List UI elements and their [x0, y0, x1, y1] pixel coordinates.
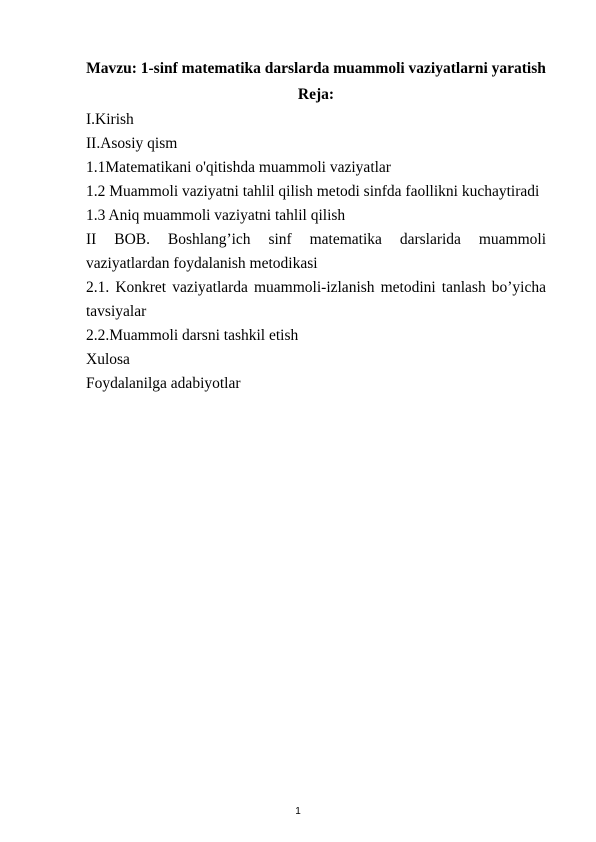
toc-item-1-1: 1.1Matematikani o'qitishda muammoli vaziyatlar [86, 159, 391, 176]
toc-item-references: Foydalanilga adabiyotlar [86, 375, 241, 392]
toc-item-1-2: 1.2 Muammoli vaziyatni tahlil qilish metodi sinfda faollikni kuchaytiradi [86, 183, 540, 200]
toc-item-chapter-2: II BOB. Boshlang’ich sinf matematika darslarida muammoli vaziyatlardan foydalanish metodikasi [86, 231, 546, 272]
toc-item-1-3: 1.3 Aniq muammoli vaziyatni tahlil qilish [86, 207, 346, 224]
table-of-contents [86, 108, 546, 396]
toc-item-2-2: 2.2.Muammoli darsni tashkil etish [86, 327, 299, 344]
toc-item-conclusion: Xulosa [86, 351, 130, 368]
document-title: Mavzu: 1-sinf matematika darslarda muammoli vaziyatlarni yaratish [86, 60, 546, 77]
document-page [86, 56, 546, 396]
plan-heading: Reja: [297, 86, 335, 103]
toc-item-introduction: I.Kirish [86, 111, 134, 128]
toc-item-main-part: II.Asosiy qism [86, 135, 178, 152]
toc-item-2-1: 2.1. Konkret vaziyatlarda muammoli-izlanish metodini tanlash bo’yicha tavsiyalar [86, 279, 546, 320]
page-number: 1 [295, 806, 301, 817]
